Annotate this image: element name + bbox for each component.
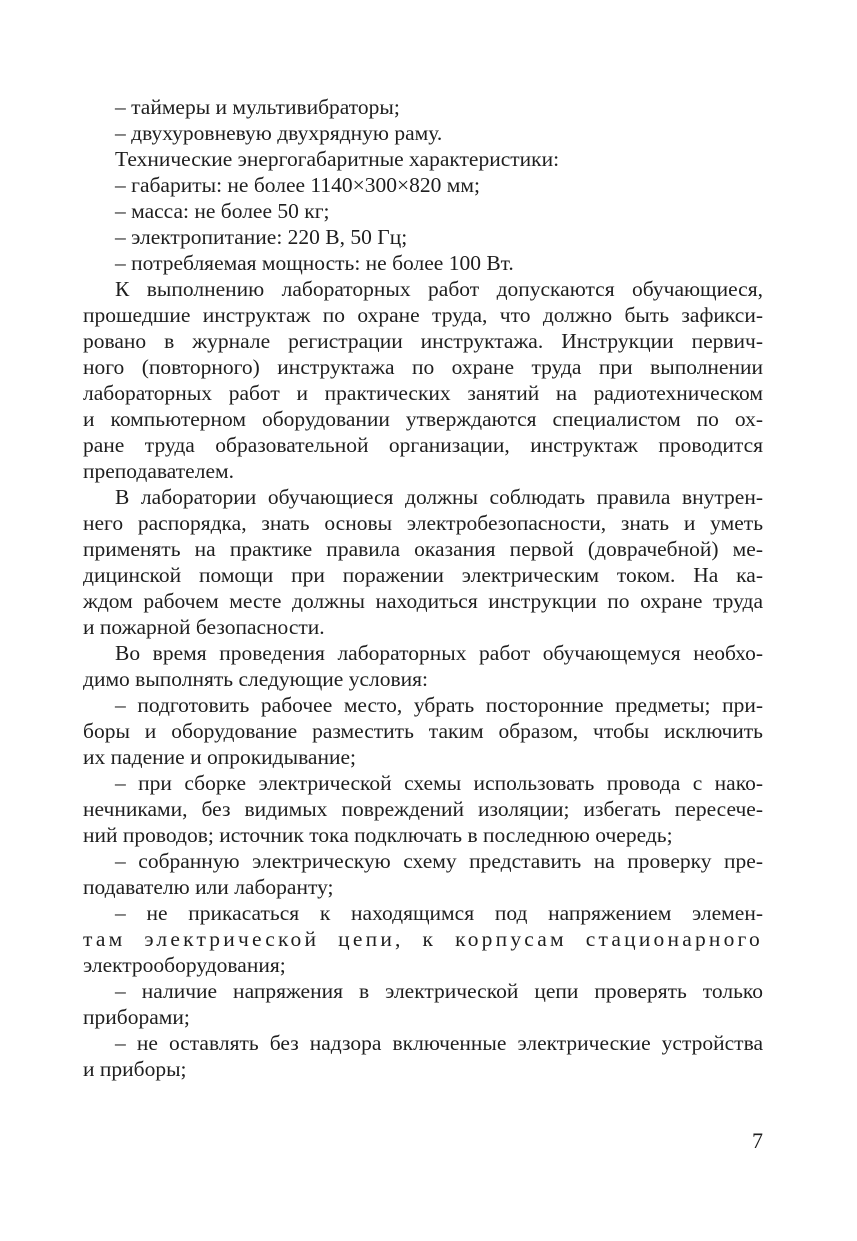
paragraph-line: ного (повторного) инструктажа по охране труда при выполнении [83, 355, 763, 379]
condition-item [83, 848, 763, 900]
condition-line: – наличие напряжения в электрической цепи проверять только [115, 979, 763, 1003]
condition-line: их падение и опрокидывание; [83, 745, 357, 769]
paragraph [83, 276, 763, 484]
condition-item [83, 900, 763, 978]
condition-line: – собранную электрическую схему представить на проверку пре- [115, 849, 763, 873]
paragraph-line: и компьютерном оборудовании утверждаются специалистом по ох- [83, 407, 763, 431]
page-body [83, 94, 763, 1082]
paragraph-line: Во время проведения лабораторных работ обучающемуся необхо- [115, 641, 763, 665]
paragraph [83, 640, 763, 692]
condition-item [83, 770, 763, 848]
condition-line: и приборы; [83, 1057, 187, 1081]
list-item: – таймеры и мультивибраторы; [115, 95, 400, 119]
condition-line: нечниками, без видимых повреждений изоляции; избегать пересече- [83, 797, 763, 821]
page-number: 7 [752, 1128, 763, 1153]
condition-item [83, 692, 763, 770]
condition-line: – не оставлять без надзора включенные электрические устройства [115, 1031, 763, 1055]
condition-line: приборами; [83, 1005, 190, 1029]
paragraph-line: него распорядка, знать основы электробезопасности, знать и уметь [83, 511, 763, 535]
list-item: – габариты: не более 1140×300×820 мм; [115, 173, 480, 197]
paragraph-line: применять на практике правила оказания первой (доврачебной) ме- [83, 537, 763, 561]
paragraph-line: ровано в журнале регистрации инструктажа. Инструкции первич- [83, 329, 763, 353]
condition-line: – при сборке электрической схемы использовать провода с нако- [115, 771, 763, 795]
condition-line: подавателю или лаборанту; [83, 875, 334, 899]
paragraph-line: дицинской помощи при поражении электрическим током. На ка- [83, 563, 763, 587]
paragraph [83, 484, 763, 640]
list-item: – двухуровневую двухрядную раму. [115, 121, 443, 145]
condition-line: ний проводов; источник тока подключать в последнюю очередь; [83, 823, 673, 847]
paragraph-line: димо выполнять следующие условия: [83, 667, 428, 691]
paragraph-line: К выполнению лабораторных работ допускаются обучающиеся, [115, 277, 763, 301]
paragraph-line: В лаборатории обучающиеся должны соблюдать правила внутрен- [115, 485, 763, 509]
condition-line: – подготовить рабочее место, убрать посторонние предметы; при- [115, 693, 763, 717]
condition-line: боры и оборудование разместить таким образом, чтобы исключить [83, 719, 763, 743]
paragraph-line: ране труда образовательной организации, инструктаж проводится [83, 433, 763, 457]
condition-line: электрооборудования; [83, 953, 286, 977]
paragraph-line: лабораторных работ и практических занятий на радиотехническом [83, 381, 763, 405]
list-item: – масса: не более 50 кг; [115, 199, 330, 223]
paragraph-line: преподавателем. [83, 459, 234, 483]
paragraph-line: и пожарной безопасности. [83, 615, 325, 639]
specs-heading: Технические энергогабаритные характеристики: [115, 147, 560, 171]
paragraph-line: прошедшие инструктаж по охране труда, что должно быть зафикси- [83, 303, 763, 327]
condition-line: там электрической цепи, к корпусам стационарного [83, 927, 763, 951]
condition-item [83, 1030, 763, 1082]
list-item: – электропитание: 220 В, 50 Гц; [115, 225, 408, 249]
list-item: – потребляемая мощность: не более 100 Вт. [115, 251, 514, 275]
condition-line: – не прикасаться к находящимся под напряжением элемен- [115, 901, 763, 925]
paragraph-line: ждом рабочем месте должны находиться инструкции по охране труда [83, 589, 763, 613]
condition-item [83, 978, 763, 1030]
